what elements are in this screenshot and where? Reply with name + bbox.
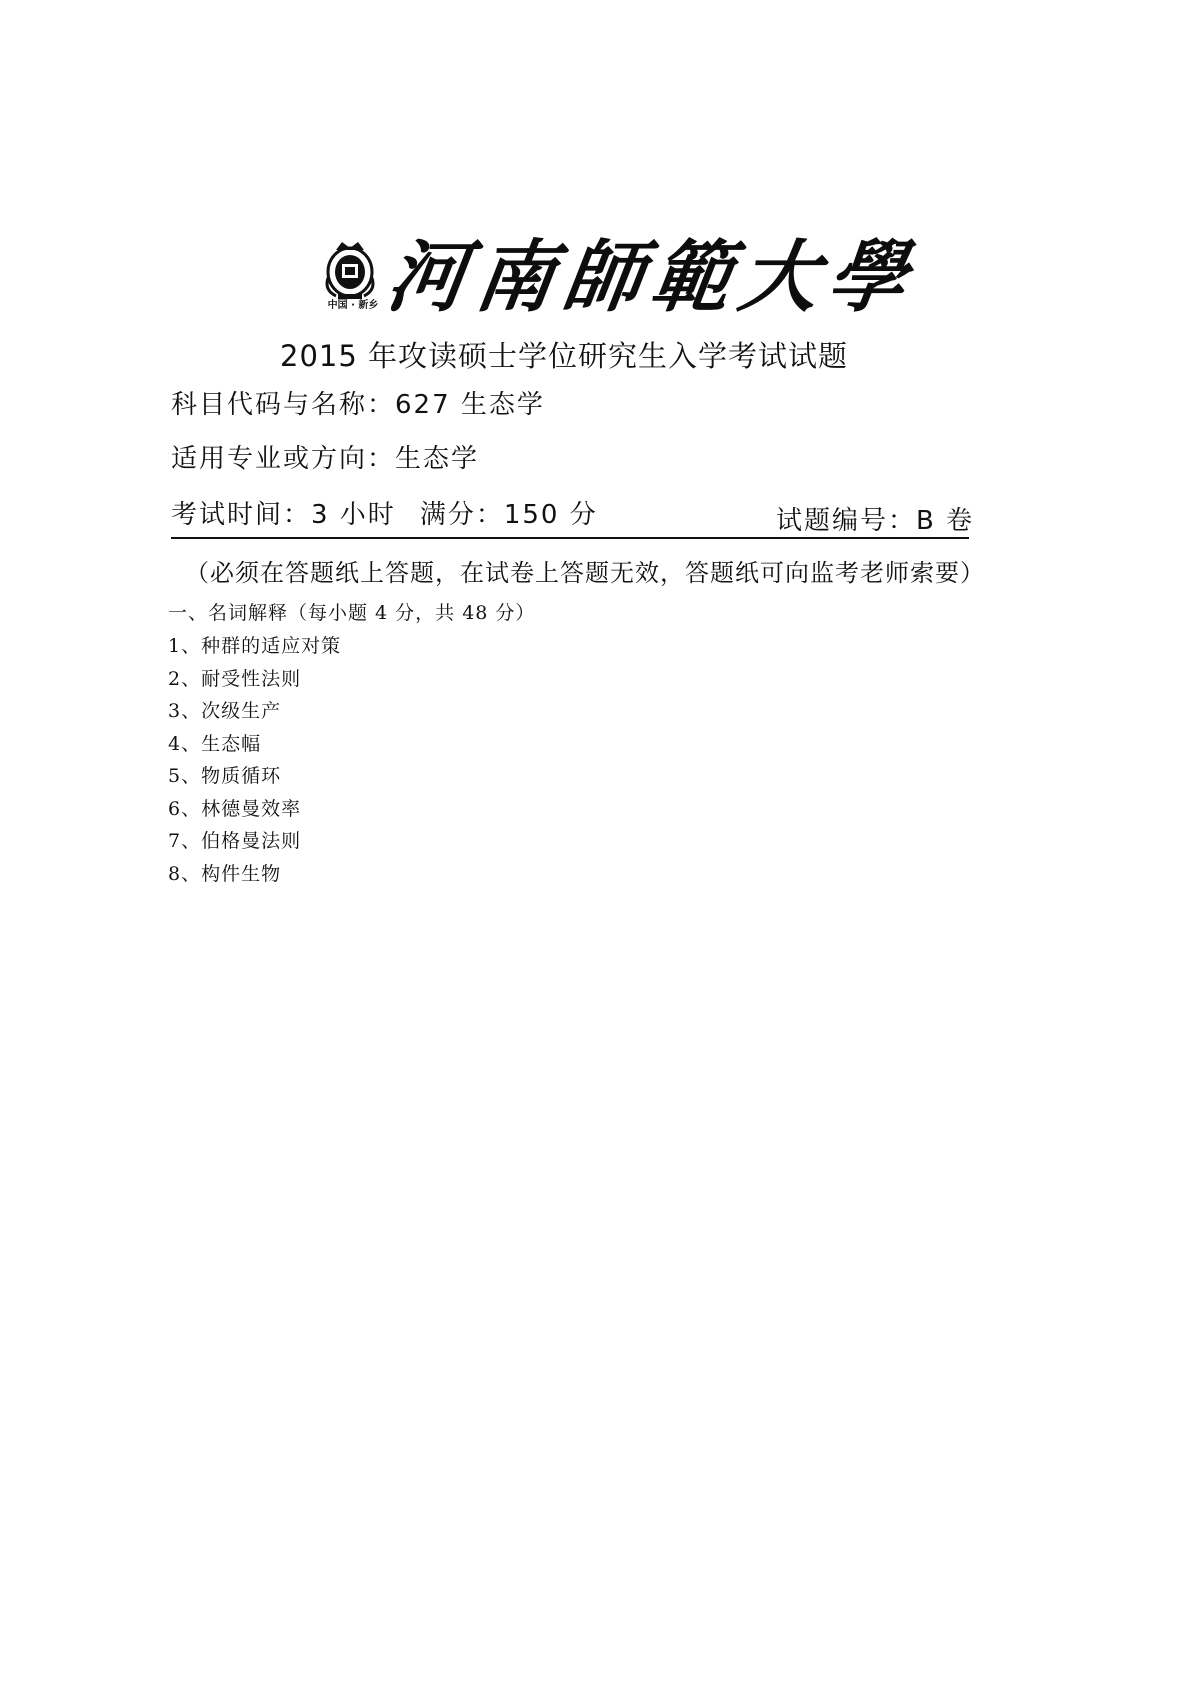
- university-header: [322, 228, 923, 328]
- question-item: 2、耐受性法则: [168, 667, 302, 690]
- question-item: 3、次级生产: [168, 700, 282, 722]
- applicable-major: 适用专业或方向：生态学: [171, 444, 480, 474]
- question-item: 7、伯格曼法则: [168, 830, 302, 852]
- question-item: 8、构件生物: [168, 862, 282, 885]
- question-list: [168, 630, 341, 890]
- question-item: 4、生态幅: [168, 732, 262, 755]
- question-item: 6、林德曼效率: [168, 797, 302, 820]
- paper-code: 试题编号：B 卷: [776, 506, 975, 536]
- header-divider: [171, 537, 969, 539]
- emblem-caption: 中国 · 新乡: [327, 300, 379, 311]
- exam-time: 考试时间：3 小时: [171, 500, 396, 530]
- full-score: 满分：150 分: [419, 500, 598, 530]
- section-title: 一、名词解释（每小题 4 分，共 48 分）: [168, 602, 536, 624]
- university-name-logo: 河南師範大學: [381, 232, 923, 323]
- subject-code-name: 科目代码与名称：627 生态学: [171, 390, 545, 420]
- question-item: 1、种群的适应对策: [168, 635, 342, 657]
- answer-instruction: （必须在答题纸上答题，在试卷上答题无效，答题纸可向监考老师索要）: [185, 559, 985, 587]
- exam-title: 2015 年攻读硕士学位研究生入学考试试题: [280, 339, 849, 373]
- question-item: 5、物质循环: [168, 765, 282, 787]
